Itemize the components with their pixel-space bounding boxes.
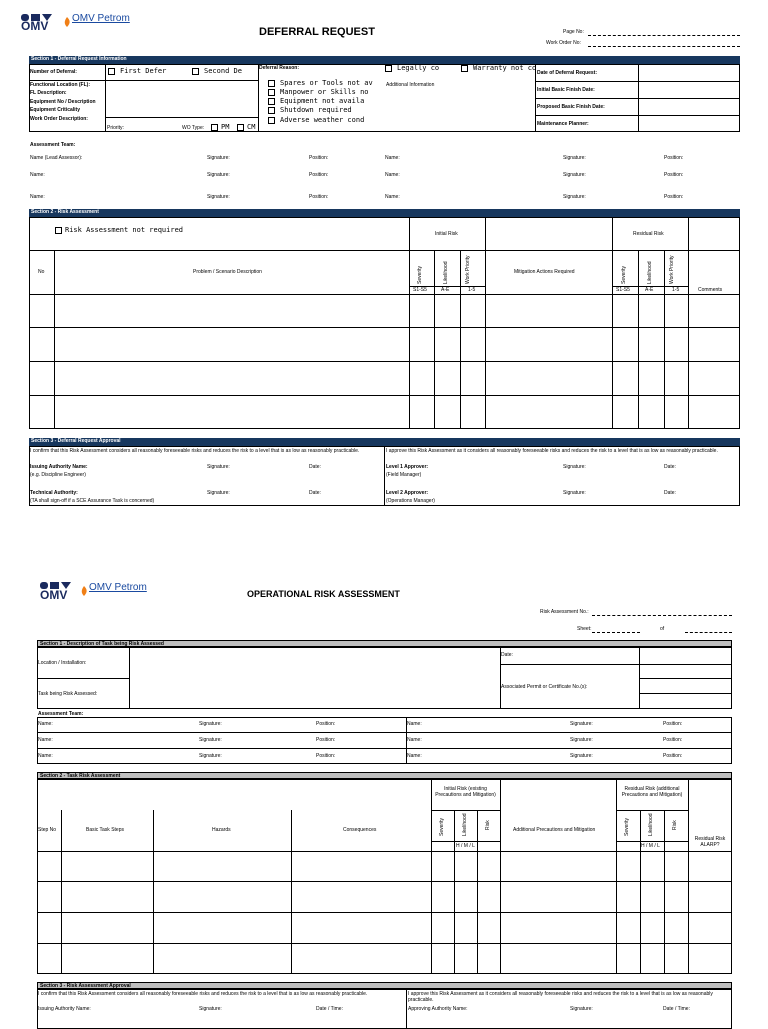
- date-label: Date:: [309, 464, 321, 470]
- reason-equipment-checkbox[interactable]: [268, 98, 275, 105]
- likelihood-header: Likelihood: [648, 813, 654, 836]
- position-label: Position:: [663, 737, 683, 743]
- risk-header: Risk: [485, 820, 491, 830]
- technical-authority-label: Technical Authority:: [30, 490, 78, 496]
- name-label: Name:: [407, 721, 422, 727]
- petrom-flame-icon: [63, 14, 71, 24]
- confirm-statement: I confirm that this Risk Assessment considers all reasonably foreseeable risks and reduces the risk to a level that is as low as reasonably practicable.: [30, 448, 360, 454]
- signature-label: Signature:: [570, 1006, 593, 1012]
- severity-header: Severity: [439, 817, 445, 836]
- position-label: Position:: [316, 721, 336, 727]
- risk-header: Risk: [672, 820, 678, 830]
- cm-checkbox[interactable]: [237, 124, 244, 131]
- second-defer-label: Second De: [204, 67, 242, 75]
- lead-assessor-label: Name (Lead Assessor):: [30, 155, 83, 161]
- residual-risk-label: Residual Risk: [633, 231, 664, 237]
- omv-logo-mark: [40, 577, 72, 586]
- signature-label: Signature:: [207, 490, 230, 496]
- ora-title: OPERATIONAL RISK ASSESSMENT: [247, 589, 400, 599]
- signature-label: Signature:: [207, 172, 230, 178]
- signature-label: Signature:: [563, 464, 586, 470]
- equipment-criticality-label: Equipment Criticality: [30, 107, 81, 113]
- alarp-header: Residual Risk ALARP?: [694, 836, 726, 848]
- likelihood-header: Likelihood: [462, 813, 468, 836]
- name-label: Name:: [385, 172, 400, 178]
- date-label: Date:: [664, 490, 676, 496]
- name-label: Name:: [38, 753, 53, 759]
- initial-risk-label: Initial Risk: [435, 231, 458, 237]
- ops-manager-note: (Operations Manager): [386, 498, 435, 504]
- reason-weather-label: Adverse weather cond: [280, 116, 365, 124]
- petrom-logo-text: OMV Petrom: [89, 582, 147, 593]
- position-label: Position:: [309, 172, 329, 178]
- no-header: No: [38, 269, 45, 275]
- severity-header: Severity: [621, 265, 627, 284]
- reason-manpower-checkbox[interactable]: [268, 89, 275, 96]
- sheet-label: Sheet:: [577, 626, 592, 632]
- position-label: Position:: [664, 194, 684, 200]
- date-label: Date:: [309, 490, 321, 496]
- level2-approver-label: Level 2 Approver:: [386, 490, 429, 496]
- wo-type-label: WO Type:: [182, 125, 205, 131]
- reason-spares-checkbox[interactable]: [268, 80, 275, 87]
- additional-precautions-header: Additional Precautions and Mitigation: [513, 827, 596, 833]
- hml-legend: H / M / L: [456, 843, 475, 849]
- assessment-team-title: Assessment Team:: [30, 142, 76, 148]
- number-of-deferral-label: Number of Deferral:: [30, 69, 77, 75]
- priority-label: Priority:: [107, 125, 124, 131]
- maintenance-planner-label: Maintenance Planner:: [537, 121, 589, 127]
- ora-assessment-team-title: Assessment Team:: [38, 711, 84, 717]
- risk-assessment-table: [29, 217, 740, 429]
- first-defer-label: First Defer: [120, 67, 167, 75]
- likelihood-range: A-E: [441, 287, 450, 293]
- signature-label: Signature:: [570, 721, 593, 727]
- risk-not-required-label: Risk Assessment not required: [65, 226, 184, 234]
- omv-logo-text: OMV: [40, 588, 68, 602]
- of-label: of: [660, 626, 665, 632]
- position-label: Position:: [316, 737, 336, 743]
- technical-authority-note: (TA shall sign-off if a SCE Assurance Task is concerned): [30, 498, 155, 504]
- signature-label: Signature:: [199, 753, 222, 759]
- priority-range: 1-5: [672, 287, 680, 293]
- ora-assessment-table: [37, 717, 732, 764]
- position-label: Position:: [663, 753, 683, 759]
- work-order-label: Work Order No:: [546, 40, 581, 46]
- position-label: Position:: [309, 155, 329, 161]
- hazards-header: Hazards: [212, 827, 231, 833]
- cm-label: CM: [247, 123, 256, 131]
- ra-no-field[interactable]: [592, 615, 732, 616]
- fl-description-label: FL Description:: [30, 90, 67, 96]
- section2-header: Section 2 - Risk Assessment: [29, 209, 740, 217]
- basic-steps-header: Basic Task Steps: [86, 827, 124, 833]
- step-no-header: Step No: [38, 827, 57, 833]
- name-label: Name:: [385, 194, 400, 200]
- ora-section1-header: Section 1 - Description of Task being Risk Assessed: [37, 640, 732, 647]
- page-no-label: Page No:: [563, 29, 584, 35]
- signature-label: Signature:: [563, 172, 586, 178]
- reason-spares-label: Spares or Tools not av: [280, 79, 373, 87]
- position-label: Position:: [316, 753, 336, 759]
- ora-approving-label: Approving Authority Name:: [408, 1006, 468, 1012]
- sheet-field[interactable]: [592, 632, 640, 633]
- name-label: Name:: [407, 737, 422, 743]
- datetime-label: Date / Time:: [663, 1006, 690, 1012]
- severity-range: S1-S5: [413, 287, 427, 293]
- signature-label: Signature:: [207, 155, 230, 161]
- likelihood-header: Likelihood: [647, 261, 653, 284]
- legally-checkbox[interactable]: [385, 65, 392, 72]
- signature-label: Signature:: [563, 155, 586, 161]
- section1-header: Section 1 - Deferral Request Information: [29, 56, 740, 64]
- ora-section3-header: Section 3 - Risk Assessment Approval: [37, 982, 732, 989]
- proposed-basic-finish-label: Proposed Basic Finish Date:: [537, 104, 605, 110]
- reason-equipment-label: Equipment not availa: [280, 97, 365, 105]
- likelihood-range: A-E: [645, 287, 654, 293]
- petrom-logo-text: OMV Petrom: [72, 13, 130, 24]
- name-label: Name:: [385, 155, 400, 161]
- signature-label: Signature:: [563, 490, 586, 496]
- warranty-label: Warranty not co: [473, 64, 537, 72]
- section3-header: Section 3 - Deferral Request Approval: [29, 438, 740, 446]
- signature-label: Signature:: [207, 464, 230, 470]
- ora-section2-header: Section 2 - Task Risk Assessment: [37, 772, 732, 779]
- equipment-no-label: Equipment No / Description: [30, 99, 96, 105]
- reason-manpower-label: Manpower or Skills no: [280, 88, 369, 96]
- name-label: Name:: [407, 753, 422, 759]
- second-defer-checkbox[interactable]: [192, 68, 199, 75]
- deferral-reason-label: Deferral Reason:: [259, 65, 300, 71]
- omv-logo-text: OMV: [21, 19, 49, 33]
- additional-info-label: Additional Information: [386, 82, 435, 88]
- permit-label: Associated Permit or Certificate No.(s):: [501, 684, 588, 690]
- legally-label: Legally co: [397, 64, 440, 72]
- pm-label: PM: [221, 123, 230, 131]
- sheet-total-field[interactable]: [685, 632, 732, 633]
- task-label: Task being Risk Assessed:: [38, 691, 98, 697]
- first-defer-checkbox[interactable]: [108, 68, 115, 75]
- ora-residual-risk-header: Residual Risk (additional Precautions and Mitigation): [621, 786, 683, 798]
- ora-initial-risk-header: Initial Risk (existing Precautions and Mitigation): [435, 786, 496, 798]
- position-label: Position:: [663, 721, 683, 727]
- position-label: Position:: [664, 155, 684, 161]
- ora-date-label: Date:: [501, 652, 513, 658]
- ra-no-label: Risk Assessment No.:: [540, 609, 589, 615]
- reason-shutdown-checkbox[interactable]: [268, 107, 275, 114]
- field-manager-note: (Field Manager): [386, 472, 422, 478]
- datetime-label: Date / Time:: [316, 1006, 343, 1012]
- likelihood-header: Likelihood: [443, 261, 449, 284]
- page-title: DEFERRAL REQUEST: [259, 26, 375, 38]
- name-label: Name:: [38, 721, 53, 727]
- ora-section1-box: [37, 647, 732, 709]
- name-label: Name:: [38, 737, 53, 743]
- level1-approver-label: Level 1 Approver:: [386, 464, 429, 470]
- reason-weather-checkbox[interactable]: [268, 117, 275, 124]
- ora-issuing-label: Issuing Authority Name:: [38, 1006, 91, 1012]
- priority-range: 1-5: [468, 287, 476, 293]
- petrom-flame-icon: [80, 583, 88, 593]
- initial-basic-finish-label: Initial Basic Finish Date:: [537, 87, 595, 93]
- severity-range: S1-S5: [616, 287, 630, 293]
- signature-label: Signature:: [199, 737, 222, 743]
- mitigation-header: Mitigation Actions Required: [514, 269, 575, 275]
- position-label: Position:: [309, 194, 329, 200]
- severity-header: Severity: [417, 265, 423, 284]
- severity-header: Severity: [624, 817, 630, 836]
- issuing-authority-label: Issuing Authority Name:: [30, 464, 88, 470]
- date-label: Date:: [664, 464, 676, 470]
- omv-logo-mark: [21, 9, 53, 18]
- risk-not-required-checkbox[interactable]: [55, 227, 62, 234]
- ora-approve-statement: I approve this Risk Assessment as it considers all reasonably foreseeable risks and reduces the risk to a level that is as low as reasonably practicable.: [408, 991, 713, 1003]
- comments-header: Comments: [698, 287, 723, 293]
- functional-location-label: Functional Location (FL):: [30, 82, 90, 88]
- name-label: Name:: [30, 172, 45, 178]
- ora-confirm-statement: I confirm that this Risk Assessment considers all reasonably foreseeable risks and reduces the risk to a level that is as low as reasonably practicable.: [38, 991, 368, 997]
- location-label: Location / Installation:: [38, 660, 87, 666]
- signature-label: Signature:: [570, 737, 593, 743]
- approve-statement: I approve this Risk Assessment as it considers all reasonably foreseeable risks and reduces the risk to a level that is as low as reasonably practicable.: [386, 448, 718, 454]
- consequences-header: Consequences: [343, 827, 377, 833]
- signature-label: Signature:: [570, 753, 593, 759]
- issuing-authority-note: (e.g. Discipline Engineer): [30, 472, 86, 478]
- position-label: Position:: [664, 172, 684, 178]
- work-order-description-label: Work Order Description:: [30, 116, 88, 122]
- signature-label: Signature:: [207, 194, 230, 200]
- signature-label: Signature:: [199, 1006, 222, 1012]
- reason-shutdown-label: Shutdown required: [280, 106, 352, 114]
- problem-header: Problem / Scenario Description: [193, 269, 262, 275]
- pm-checkbox[interactable]: [211, 124, 218, 131]
- warranty-checkbox[interactable]: [461, 65, 468, 72]
- signature-label: Signature:: [563, 194, 586, 200]
- ora-risk-table: [37, 779, 732, 974]
- hml-legend: H / M / L: [641, 843, 660, 849]
- date-of-deferral-label: Date of Deferral Request:: [537, 70, 598, 76]
- work-priority-header: Work Priority: [465, 255, 471, 284]
- signature-label: Signature:: [199, 721, 222, 727]
- work-priority-header: Work Priority: [669, 255, 675, 284]
- work-order-field[interactable]: [588, 46, 740, 47]
- name-label: Name:: [30, 194, 45, 200]
- page-no-field[interactable]: [588, 35, 740, 36]
